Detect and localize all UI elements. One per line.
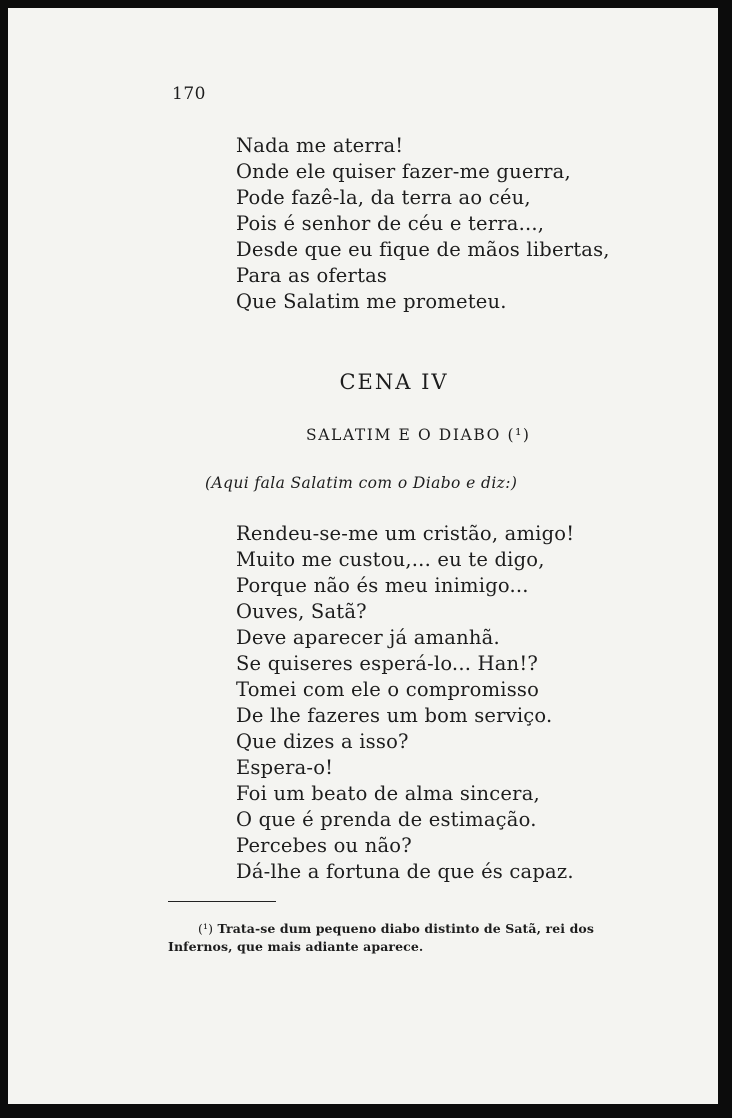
footnote-reference: (¹) bbox=[507, 426, 531, 444]
scene-title: CENA IV bbox=[339, 370, 449, 394]
characters-label: SALATIM E O DIABO bbox=[306, 426, 501, 444]
verse-line: Muito me custou,... eu te digo, bbox=[236, 548, 545, 571]
verse-line: De lhe fazeres um bom serviço. bbox=[236, 704, 553, 727]
verse-line: Tomei com ele o compromisso bbox=[236, 678, 540, 701]
verse-line: Onde ele quiser fazer-me guerra, bbox=[236, 160, 571, 183]
scene-heading bbox=[8, 370, 732, 394]
verse-line: O que é prenda de estimação. bbox=[236, 808, 537, 831]
footnote-divider bbox=[168, 901, 276, 902]
verse-line: Percebes ou não? bbox=[236, 834, 412, 857]
verse-stanza-1 bbox=[236, 133, 610, 315]
verse-line: Deve aparecer já amanhã. bbox=[236, 626, 500, 649]
verse-line: Para as ofertas bbox=[236, 264, 388, 287]
verse-line: Que Salatim me prometeu. bbox=[236, 290, 507, 313]
verse-line: Espera-o! bbox=[236, 756, 334, 779]
footnote-text: Trata-se dum pequeno diabo distinto de Satã, rei dos Infernos, que mais adiante aparece. bbox=[168, 921, 594, 954]
footnote bbox=[168, 920, 633, 956]
verse-line: Ouves, Satã? bbox=[236, 600, 367, 623]
verse-line: Que dizes a isso? bbox=[236, 730, 409, 753]
verse-line: Se quiseres esperá-lo... Han!? bbox=[236, 652, 539, 675]
verse-line: Pois é senhor de céu e terra..., bbox=[236, 212, 545, 235]
verse-line: Desde que eu fique de mãos libertas, bbox=[236, 238, 610, 261]
verse-line: Pode fazê-la, da terra ao céu, bbox=[236, 186, 531, 209]
footnote-marker: (¹) bbox=[198, 921, 214, 936]
verse-stanza-2 bbox=[236, 521, 574, 885]
scene-characters bbox=[306, 426, 531, 444]
verse-line: Porque não és meu inimigo... bbox=[236, 574, 529, 597]
stage-direction: (Aqui fala Salatim com o Diabo e diz:) bbox=[205, 474, 518, 492]
verse-line: Nada me aterra! bbox=[236, 134, 404, 157]
verse-line: Foi um beato de alma sincera, bbox=[236, 782, 540, 805]
verse-line: Rendeu-se-me um cristão, amigo! bbox=[236, 522, 575, 545]
page-number: 170 bbox=[172, 84, 206, 104]
verse-line: Dá-lhe a fortuna de que és capaz. bbox=[236, 860, 574, 883]
